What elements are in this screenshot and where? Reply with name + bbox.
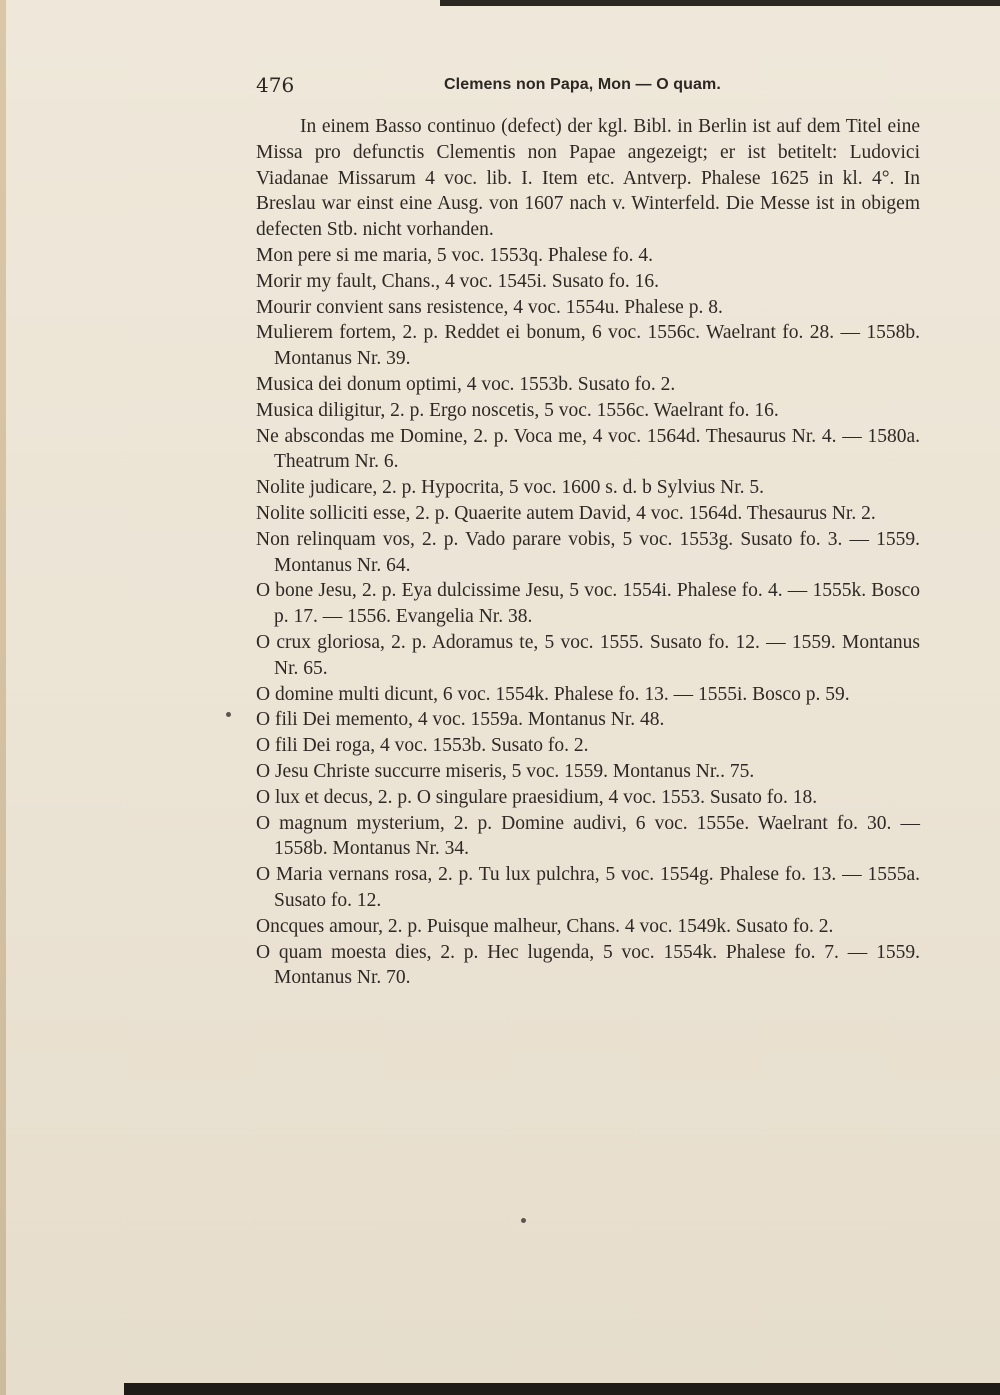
catalog-entry: Non relinquam vos, 2. p. Vado parare vobis, 5 voc. 1553g. Susato fo. 3. — 1559. Montanus Nr. 64. <box>256 528 920 576</box>
catalog-entry: Mourir convient sans resistence, 4 voc. 1554u. Phalese p. 8. <box>256 296 723 318</box>
intro-paragraph: In einem Basso continuo (defect) der kgl. Bibl. in Berlin ist auf dem Titel eine Missa pro defunctis Clementis non Papae angezeigt; er ist betitelt: Ludovici Viadanae Missarum 4 voc. lib. I. Item etc. Antverp. Phalese 1625 in kl. 4°. In Breslau war einst eine Ausg. von 1607 nach v. Winterfeld. Die Messe ist in obigem defecten Stb. nicht vorhanden. <box>256 116 920 241</box>
left-page-edge <box>0 0 6 1395</box>
catalog-entry: Mon pere si me maria, 5 voc. 1553q. Phalese fo. 4. <box>256 244 653 266</box>
catalog-entry: Mulierem fortem, 2. p. Reddet ei bonum, 6 voc. 1556c. Waelrant fo. 28. — 1558b. Montanus Nr. 39. <box>256 322 920 370</box>
catalog-entry: O Jesu Christe succurre miseris, 5 voc. 1559. Montanus Nr.. 75. <box>256 760 755 782</box>
margin-speck <box>521 1218 526 1223</box>
catalog-entry: Musica diligitur, 2. p. Ergo noscetis, 5 voc. 1556c. Waelrant fo. 16. <box>256 399 779 421</box>
page-number: 476 <box>256 73 295 97</box>
margin-speck <box>226 712 231 717</box>
catalog-entry: O lux et decus, 2. p. O singulare praesidium, 4 voc. 1553. Susato fo. 18. <box>256 786 818 808</box>
top-page-edge <box>440 0 1000 6</box>
page-header <box>256 71 920 99</box>
catalog-entry: Nolite judicare, 2. p. Hypocrita, 5 voc. 1600 s. d. b Sylvius Nr. 5. <box>256 477 765 499</box>
catalog-entry: Morir my fault, Chans., 4 voc. 1545i. Susato fo. 16. <box>256 270 659 292</box>
catalog-entries-list <box>256 243 920 991</box>
catalog-entry: O bone Jesu, 2. p. Eya dulcissime Jesu, 5 voc. 1554i. Phalese fo. 4. — 1555k. Bosco p. 17. — 1556. Evangelia Nr. 38. <box>256 580 920 628</box>
catalog-entry: O magnum mysterium, 2. p. Domine audivi, 6 voc. 1555e. Waelrant fo. 30. — 1558b. Montanus Nr. 34. <box>256 812 920 860</box>
catalog-entry: O quam moesta dies, 2. p. Hec lugenda, 5 voc. 1554k. Phalese fo. 7. — 1559. Montanus Nr. 70. <box>256 941 920 989</box>
catalog-entry: O fili Dei roga, 4 voc. 1553b. Susato fo. 2. <box>256 735 589 757</box>
catalog-entry: O domine multi dicunt, 6 voc. 1554k. Phalese fo. 13. — 1555i. Bosco p. 59. <box>256 683 850 705</box>
bottom-page-edge <box>124 1383 1000 1395</box>
catalog-entry: Musica dei donum optimi, 4 voc. 1553b. Susato fo. 2. <box>256 373 676 395</box>
running-head: Clemens non Papa, Mon — O quam. <box>444 76 721 93</box>
catalog-entry: O Maria vernans rosa, 2. p. Tu lux pulchra, 5 voc. 1554g. Phalese fo. 13. — 1555a. Susato fo. 12. <box>256 864 920 911</box>
catalog-entry: Ne abscondas me Domine, 2. p. Voca me, 4 voc. 1564d. Thesaurus Nr. 4. — 1580a. Theatrum Nr. 6. <box>256 425 920 473</box>
catalog-entry: O fili Dei memento, 4 voc. 1559a. Montanus Nr. 48. <box>256 709 665 731</box>
catalog-entry: Oncques amour, 2. p. Puisque malheur, Chans. 4 voc. 1549k. Susato fo. 2. <box>256 915 834 937</box>
catalog-entry: Nolite solliciti esse, 2. p. Quaerite autem David, 4 voc. 1564d. Thesaurus Nr. 2. <box>256 502 876 524</box>
page-body <box>256 114 920 991</box>
catalog-entry: O crux gloriosa, 2. p. Adoramus te, 5 voc. 1555. Susato fo. 12. — 1559. Montanus Nr. 65. <box>256 631 920 679</box>
